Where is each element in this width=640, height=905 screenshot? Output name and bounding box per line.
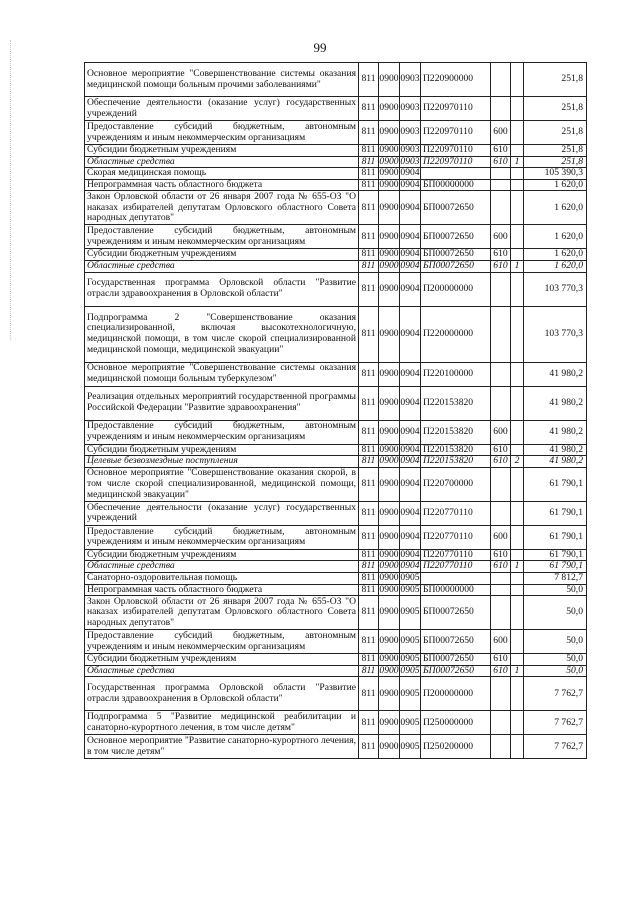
row-expense-type: 610 <box>491 549 511 561</box>
row-source-code: 1 <box>511 156 524 168</box>
table-row <box>85 572 587 584</box>
row-section-code: 0900 <box>379 677 400 711</box>
row-amount: 41 980,2 <box>524 362 587 386</box>
row-target-code <box>421 168 491 180</box>
table-row <box>85 191 587 225</box>
row-amount: 61 790,1 <box>524 467 587 501</box>
row-amount: 251,8 <box>524 121 587 145</box>
row-subsection-code: 0904 <box>400 178 420 190</box>
row-source-code <box>511 386 524 420</box>
row-section-code: 0900 <box>379 306 400 362</box>
row-subsection-code: 0905 <box>400 664 420 676</box>
row-subsection-code: 0903 <box>400 121 421 145</box>
row-name: Предоставление субсидий бюджетным, автономным учреждениям и иным некоммерческим организациям <box>85 121 359 145</box>
row-name: Субсидии бюджетным учреждениям <box>85 654 359 666</box>
row-admin-code: 811 <box>359 168 379 180</box>
row-name: Санаторно-оздоровительная помощь <box>85 572 359 584</box>
row-expense-type <box>491 501 511 525</box>
row-admin-code: 811 <box>359 525 379 549</box>
row-amount: 50,0 <box>524 596 587 630</box>
row-section-code: 0900 <box>379 63 400 97</box>
row-expense-type: 610 <box>491 249 511 261</box>
row-admin-code: 811 <box>359 596 379 630</box>
row-expense-type: 610 <box>491 156 511 168</box>
row-admin-code: 811 <box>359 272 379 306</box>
row-admin-code: 811 <box>359 225 379 249</box>
table-row <box>85 260 587 272</box>
row-subsection-code: 0904 <box>400 362 421 386</box>
table-row <box>85 168 587 180</box>
row-expense-type <box>491 362 511 386</box>
row-subsection-code: 0904 <box>400 386 421 420</box>
table-row <box>85 121 587 145</box>
row-amount: 50,0 <box>524 654 587 666</box>
row-target-code: П220770110 <box>421 501 491 525</box>
row-section-code: 0900 <box>379 248 399 260</box>
row-subsection-code: 0905 <box>400 735 421 759</box>
row-expense-type: 600 <box>491 525 511 549</box>
row-section-code: 0900 <box>379 467 400 501</box>
row-target-code: П200000000 <box>421 272 491 306</box>
row-admin-code: 811 <box>359 665 379 677</box>
table-row <box>85 630 587 654</box>
row-expense-type: 600 <box>491 420 511 444</box>
row-target-code: П220770110 <box>421 561 491 573</box>
row-subsection-code: 0904 <box>400 420 421 444</box>
row-section-code: 0900 <box>379 455 399 467</box>
row-subsection-code: 0904 <box>400 467 421 501</box>
table-row <box>85 386 587 420</box>
row-amount: 1 620,0 <box>524 191 587 225</box>
row-admin-code: 811 <box>359 549 379 561</box>
row-section-code: 0900 <box>379 420 400 444</box>
row-expense-type <box>491 168 511 180</box>
margin-mark <box>10 40 12 340</box>
row-section-code: 0900 <box>379 583 399 595</box>
row-section-code: 0900 <box>379 259 399 271</box>
row-source-code <box>511 467 524 501</box>
row-subsection-code: 0905 <box>400 711 421 735</box>
row-subsection-code: 0903 <box>400 97 421 121</box>
table-row <box>85 444 587 456</box>
row-section-code: 0900 <box>379 225 400 249</box>
row-expense-type <box>491 677 511 711</box>
row-amount: 1 620,0 <box>524 249 587 261</box>
row-target-code: П250000000 <box>421 711 491 735</box>
row-section-code: 0900 <box>379 272 400 306</box>
row-subsection-code: 0904 <box>400 248 420 260</box>
row-expense-type: 600 <box>491 121 511 145</box>
table-row <box>85 272 587 306</box>
row-section-code: 0900 <box>379 167 399 179</box>
row-name: Субсидии бюджетным учреждениям <box>85 549 359 561</box>
row-name: Основное мероприятие "Совершенствование системы оказания медицинской помощи больным прочими заболеваниями" <box>85 63 359 97</box>
table-row <box>85 145 587 157</box>
row-subsection-code: 0903 <box>400 63 421 97</box>
table-row <box>85 525 587 549</box>
row-source-code <box>511 225 524 249</box>
table-row <box>85 225 587 249</box>
row-subsection-code: 0904 <box>400 525 421 549</box>
row-target-code: П220970110 <box>421 145 491 157</box>
row-name: Областные средства <box>85 561 359 573</box>
row-source-code: 1 <box>511 665 524 677</box>
row-subsection-code: 0903 <box>400 144 420 155</box>
row-section-code: 0900 <box>379 386 400 420</box>
row-amount: 7 762,7 <box>524 735 587 759</box>
row-subsection-code: 0904 <box>400 259 420 271</box>
row-name: Подпрограмма 2 "Совершенствование оказания специализированной, включая высокотехнологичную, медицинской помощи, в том числе скорой специализированной медицинской помощи, медицинской эвакуации" <box>85 306 359 362</box>
row-amount: 7 762,7 <box>524 677 587 711</box>
row-admin-code: 811 <box>359 561 379 573</box>
row-expense-type: 610 <box>491 145 511 157</box>
row-amount: 41 980,2 <box>524 444 587 456</box>
row-expense-type <box>491 584 511 596</box>
row-admin-code: 811 <box>359 362 379 386</box>
row-target-code: П220153820 <box>421 456 491 468</box>
row-name: Предоставление субсидий бюджетным, автономным учреждениям и иным некоммерческим организациям <box>85 630 359 654</box>
row-amount: 7 812,7 <box>524 572 587 584</box>
row-expense-type: 610 <box>491 260 511 272</box>
row-name: Скорая медицинская помощь <box>85 168 359 180</box>
table-row <box>85 63 587 97</box>
row-amount: 41 980,2 <box>524 456 587 468</box>
row-target-code: П220970110 <box>421 156 491 168</box>
row-subsection-code: 0904 <box>400 548 420 560</box>
table-row <box>85 156 587 168</box>
row-target-code: БП00072650 <box>421 654 491 666</box>
row-name: Предоставление субсидий бюджетным, автономным учреждениям и иным некоммерческим организациям <box>85 225 359 249</box>
row-source-code <box>511 549 524 561</box>
row-target-code: П220970110 <box>421 97 491 121</box>
row-expense-type <box>491 735 511 759</box>
row-admin-code: 811 <box>359 156 379 168</box>
row-source-code: 2 <box>511 456 524 468</box>
row-target-code: БП00072650 <box>421 665 491 677</box>
row-amount: 61 790,1 <box>524 549 587 561</box>
row-expense-type <box>491 467 511 501</box>
table-row <box>85 596 587 630</box>
row-subsection-code: 0905 <box>400 596 421 630</box>
row-source-code: 1 <box>511 561 524 573</box>
row-admin-code: 811 <box>359 572 379 584</box>
row-expense-type <box>491 272 511 306</box>
row-source-code <box>511 191 524 225</box>
table-row <box>85 549 587 561</box>
table-row <box>85 501 587 525</box>
row-admin-code: 811 <box>359 420 379 444</box>
row-target-code: БП00072650 <box>421 191 491 225</box>
row-source-code <box>511 272 524 306</box>
row-amount: 1 620,0 <box>524 179 587 191</box>
row-expense-type: 600 <box>491 225 511 249</box>
row-admin-code: 811 <box>359 711 379 735</box>
row-target-code: П220700000 <box>421 467 491 501</box>
row-expense-type: 610 <box>491 444 511 456</box>
row-section-code: 0900 <box>379 144 399 155</box>
row-section-code: 0900 <box>379 653 399 665</box>
row-section-code: 0900 <box>379 630 400 654</box>
row-target-code: П220000000 <box>421 306 491 362</box>
row-admin-code: 811 <box>359 63 379 97</box>
row-source-code: 1 <box>511 260 524 272</box>
row-expense-type <box>491 97 511 121</box>
row-admin-code: 811 <box>359 386 379 420</box>
table-row <box>85 306 587 362</box>
row-expense-type: 610 <box>491 665 511 677</box>
budget-table <box>84 62 587 759</box>
table-row <box>85 456 587 468</box>
row-subsection-code: 0904 <box>400 455 420 467</box>
row-section-code: 0900 <box>379 191 400 225</box>
row-admin-code: 811 <box>359 260 379 272</box>
row-source-code <box>511 121 524 145</box>
table-row <box>85 711 587 735</box>
row-section-code: 0900 <box>379 178 399 190</box>
row-subsection-code: 0905 <box>400 630 421 654</box>
row-subsection-code: 0904 <box>400 167 420 179</box>
row-section-code: 0900 <box>379 97 400 121</box>
row-source-code <box>511 63 524 97</box>
row-expense-type <box>491 386 511 420</box>
row-amount: 61 790,1 <box>524 525 587 549</box>
row-amount: 61 790,1 <box>524 561 587 573</box>
row-name: Основное мероприятие "Совершенствование системы оказания медицинской помощи больным туберкулезом" <box>85 362 359 386</box>
row-amount: 251,8 <box>524 97 587 121</box>
table-row <box>85 735 587 759</box>
page-number: 99 <box>313 40 327 55</box>
row-source-code <box>511 525 524 549</box>
table-row <box>85 561 587 573</box>
row-name: Субсидии бюджетным учреждениям <box>85 444 359 456</box>
row-expense-type <box>491 179 511 191</box>
row-name: Основное мероприятие "Развитие санаторно-курортного лечения, в том числе детям" <box>85 735 359 759</box>
row-admin-code: 811 <box>359 121 379 145</box>
row-name: Целевые безвозмездные поступления <box>85 456 359 468</box>
row-target-code: П220153820 <box>421 444 491 456</box>
row-admin-code: 811 <box>359 630 379 654</box>
row-amount: 251,8 <box>524 145 587 157</box>
row-subsection-code: 0904 <box>400 225 421 249</box>
row-target-code: П220153820 <box>421 386 491 420</box>
row-expense-type: 610 <box>491 456 511 468</box>
row-target-code: П200000000 <box>421 677 491 711</box>
table-row <box>85 97 587 121</box>
row-name: Непрограммная часть областного бюджета <box>85 584 359 596</box>
row-admin-code: 811 <box>359 179 379 191</box>
row-admin-code: 811 <box>359 501 379 525</box>
row-subsection-code: 0904 <box>400 272 421 306</box>
row-section-code: 0900 <box>379 525 400 549</box>
row-amount: 61 790,1 <box>524 501 587 525</box>
row-section-code: 0900 <box>379 571 399 583</box>
table-row <box>85 665 587 677</box>
row-source-code <box>511 630 524 654</box>
row-section-code: 0900 <box>379 711 400 735</box>
row-target-code: БП00072650 <box>421 260 491 272</box>
row-subsection-code: 0904 <box>400 501 421 525</box>
row-name: Областные средства <box>85 156 359 168</box>
row-name: Непрограммная часть областного бюджета <box>85 179 359 191</box>
row-target-code: П250200000 <box>421 735 491 759</box>
row-target-code: П220970110 <box>421 121 491 145</box>
row-amount: 105 390,3 <box>524 168 587 180</box>
row-name: Предоставление субсидий бюджетным, автономным учреждениям и иным некоммерческим организациям <box>85 420 359 444</box>
row-admin-code: 811 <box>359 735 379 759</box>
row-section-code: 0900 <box>379 155 399 167</box>
row-admin-code: 811 <box>359 191 379 225</box>
row-name: Основное мероприятие "Совершенствование оказания скорой, в том числе скорой специализированной, медицинской помощи, медицинской эвакуации" <box>85 467 359 501</box>
row-amount: 251,8 <box>524 63 587 97</box>
row-section-code: 0900 <box>379 735 400 759</box>
row-name: Реализация отдельных мероприятий государственной программы Российской Федерации "Развитие здравоохранения" <box>85 386 359 420</box>
row-amount: 50,0 <box>524 630 587 654</box>
table-row <box>85 420 587 444</box>
row-admin-code: 811 <box>359 654 379 666</box>
row-expense-type <box>491 596 511 630</box>
row-subsection-code: 0904 <box>400 560 420 572</box>
row-name: Подпрограмма 5 "Развитие медицинской реабилитации и санаторно-курортного лечения, в том числе детям" <box>85 711 359 735</box>
row-source-code <box>511 145 524 157</box>
table-row <box>85 584 587 596</box>
row-target-code: П220153820 <box>421 420 491 444</box>
row-admin-code: 811 <box>359 306 379 362</box>
row-admin-code: 811 <box>359 677 379 711</box>
budget-table-body <box>85 63 587 759</box>
row-name: Закон Орловской области от 26 января 2007 года № 655-ОЗ "О наказах избирателей депутатам Орловского областного Совета народных депутатов" <box>85 191 359 225</box>
table-row <box>85 179 587 191</box>
row-section-code: 0900 <box>379 362 400 386</box>
row-admin-code: 811 <box>359 444 379 456</box>
row-source-code <box>511 179 524 191</box>
row-source-code <box>511 711 524 735</box>
row-amount: 50,0 <box>524 665 587 677</box>
row-target-code: П220770110 <box>421 549 491 561</box>
row-section-code: 0900 <box>379 596 400 630</box>
row-amount: 50,0 <box>524 584 587 596</box>
row-subsection-code: 0903 <box>400 155 420 167</box>
row-target-code: БП00000000 <box>421 584 491 596</box>
row-source-code <box>511 501 524 525</box>
row-target-code: БП00000000 <box>421 179 491 191</box>
row-source-code <box>511 168 524 180</box>
row-amount: 1 620,0 <box>524 225 587 249</box>
row-subsection-code: 0905 <box>400 653 420 665</box>
row-amount: 251,8 <box>524 156 587 168</box>
row-source-code <box>511 249 524 261</box>
row-expense-type <box>491 572 511 584</box>
row-expense-type <box>491 306 511 362</box>
row-expense-type <box>491 63 511 97</box>
row-expense-type: 610 <box>491 561 511 573</box>
row-target-code: П220770110 <box>421 525 491 549</box>
table-row <box>85 249 587 261</box>
row-source-code <box>511 306 524 362</box>
row-target-code: БП00072650 <box>421 596 491 630</box>
table-row <box>85 677 587 711</box>
row-target-code: П220900000 <box>421 63 491 97</box>
row-source-code <box>511 97 524 121</box>
row-name: Предоставление субсидий бюджетным, автономным учреждениям и иным некоммерческим организациям <box>85 525 359 549</box>
row-name: Закон Орловской области от 26 января 2007 года № 655-ОЗ "О наказах избирателей депутатам Орловского областного Совета народных депутатов" <box>85 596 359 630</box>
table-row <box>85 654 587 666</box>
row-target-code: БП00072650 <box>421 630 491 654</box>
row-subsection-code: 0905 <box>400 677 421 711</box>
row-section-code: 0900 <box>379 664 399 676</box>
row-expense-type <box>491 711 511 735</box>
row-amount: 41 980,2 <box>524 386 587 420</box>
table-row <box>85 467 587 501</box>
row-subsection-code: 0905 <box>400 571 420 583</box>
row-name: Областные средства <box>85 260 359 272</box>
row-section-code: 0900 <box>379 560 399 572</box>
row-name: Обеспечение деятельности (оказание услуг) государственных учреждений <box>85 97 359 121</box>
row-section-code: 0900 <box>379 443 399 455</box>
row-admin-code: 811 <box>359 456 379 468</box>
row-source-code <box>511 596 524 630</box>
row-source-code <box>511 654 524 666</box>
row-admin-code: 811 <box>359 467 379 501</box>
row-source-code <box>511 572 524 584</box>
row-admin-code: 811 <box>359 249 379 261</box>
row-expense-type: 600 <box>491 630 511 654</box>
row-name: Областные средства <box>85 665 359 677</box>
row-subsection-code: 0905 <box>400 583 420 595</box>
row-target-code: П220100000 <box>421 362 491 386</box>
row-subsection-code: 0904 <box>400 191 421 225</box>
table-row <box>85 362 587 386</box>
row-source-code <box>511 584 524 596</box>
row-subsection-code: 0904 <box>400 443 420 455</box>
row-amount: 41 980,2 <box>524 420 587 444</box>
row-admin-code: 811 <box>359 97 379 121</box>
row-admin-code: 811 <box>359 584 379 596</box>
row-source-code <box>511 677 524 711</box>
row-name: Субсидии бюджетным учреждениям <box>85 145 359 157</box>
row-section-code: 0900 <box>379 121 400 145</box>
row-expense-type <box>491 191 511 225</box>
row-amount: 103 770,3 <box>524 306 587 362</box>
row-section-code: 0900 <box>379 548 399 560</box>
row-name: Субсидии бюджетным учреждениям <box>85 249 359 261</box>
row-expense-type: 610 <box>491 654 511 666</box>
row-name: Государственная программа Орловской области "Развитие отрасли здравоохранения в Орловской области" <box>85 272 359 306</box>
row-target-code: БП00072650 <box>421 249 491 261</box>
row-admin-code: 811 <box>359 145 379 157</box>
row-target-code: БП00072650 <box>421 225 491 249</box>
row-amount: 7 762,7 <box>524 711 587 735</box>
row-source-code <box>511 444 524 456</box>
row-target-code <box>421 572 491 584</box>
row-source-code <box>511 362 524 386</box>
row-amount: 1 620,0 <box>524 260 587 272</box>
row-amount: 103 770,3 <box>524 272 587 306</box>
row-section-code: 0900 <box>379 501 400 525</box>
row-subsection-code: 0904 <box>400 306 421 362</box>
row-name: Обеспечение деятельности (оказание услуг) государственных учреждений <box>85 501 359 525</box>
row-source-code <box>511 735 524 759</box>
row-source-code <box>511 420 524 444</box>
row-name: Государственная программа Орловской области "Развитие отрасли здравоохранения в Орловской области" <box>85 677 359 711</box>
